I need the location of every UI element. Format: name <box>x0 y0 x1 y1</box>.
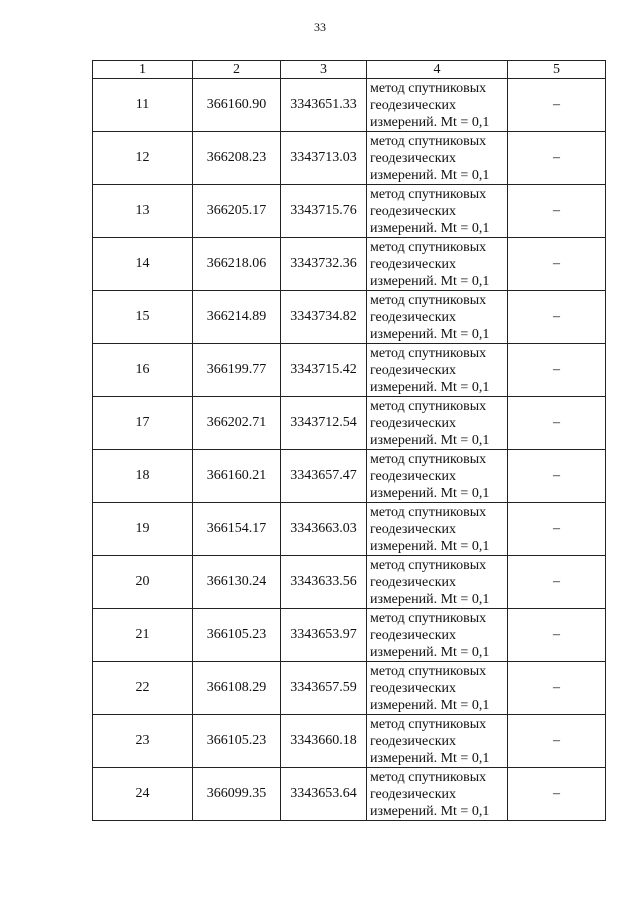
table-header-row <box>93 61 606 79</box>
header-col-1: 1 <box>93 61 193 79</box>
method-line: измерений. Mt = 0,1 <box>370 750 490 766</box>
x-coordinate-cell: 366208.23 <box>193 132 281 185</box>
x-coordinate-cell: 366199.77 <box>193 344 281 397</box>
y-coordinate-cell: 3343715.42 <box>281 344 367 397</box>
method-cell <box>367 556 508 609</box>
point-number-cell: 16 <box>93 344 193 397</box>
note-cell: – <box>508 662 606 715</box>
method-line: метод спутниковых <box>370 398 487 414</box>
method-cell <box>367 768 508 821</box>
method-line: геодезических <box>370 521 457 537</box>
method-line: измерений. Mt = 0,1 <box>370 538 490 554</box>
method-cell <box>367 291 508 344</box>
y-coordinate-cell: 3343663.03 <box>281 503 367 556</box>
table-row <box>93 397 606 450</box>
note-cell: – <box>508 450 606 503</box>
header-col-2: 2 <box>193 61 281 79</box>
header-col-3: 3 <box>281 61 367 79</box>
method-line: геодезических <box>370 468 457 484</box>
table-row <box>93 609 606 662</box>
method-cell <box>367 715 508 768</box>
method-line: метод спутниковых <box>370 133 487 149</box>
y-coordinate-cell: 3343653.97 <box>281 609 367 662</box>
note-cell: – <box>508 715 606 768</box>
method-line: метод спутниковых <box>370 292 487 308</box>
x-coordinate-cell: 366205.17 <box>193 185 281 238</box>
header-col-4: 4 <box>367 61 508 79</box>
method-line: измерений. Mt = 0,1 <box>370 697 490 713</box>
note-cell: – <box>508 79 606 132</box>
method-line: геодезических <box>370 627 457 643</box>
table-row <box>93 344 606 397</box>
method-line: метод спутниковых <box>370 239 487 255</box>
x-coordinate-cell: 366099.35 <box>193 768 281 821</box>
x-coordinate-cell: 366154.17 <box>193 503 281 556</box>
note-cell: – <box>508 344 606 397</box>
point-number-cell: 17 <box>93 397 193 450</box>
method-line: измерений. Mt = 0,1 <box>370 379 490 395</box>
method-line: метод спутниковых <box>370 716 487 732</box>
method-line: геодезических <box>370 362 457 378</box>
method-cell <box>367 185 508 238</box>
coordinates-table <box>92 60 606 821</box>
method-line: измерений. Mt = 0,1 <box>370 803 490 819</box>
note-cell: – <box>508 291 606 344</box>
point-number-cell: 21 <box>93 609 193 662</box>
method-line: метод спутниковых <box>370 769 487 785</box>
method-cell <box>367 344 508 397</box>
method-line: метод спутниковых <box>370 186 487 202</box>
note-cell: – <box>508 768 606 821</box>
method-line: геодезических <box>370 97 457 113</box>
table-row <box>93 291 606 344</box>
method-line: измерений. Mt = 0,1 <box>370 432 490 448</box>
method-line: измерений. Mt = 0,1 <box>370 220 490 236</box>
method-line: геодезических <box>370 574 457 590</box>
page-number: 33 <box>314 20 326 34</box>
x-coordinate-cell: 366130.24 <box>193 556 281 609</box>
method-line: геодезических <box>370 150 457 166</box>
y-coordinate-cell: 3343660.18 <box>281 715 367 768</box>
table-row <box>93 132 606 185</box>
header-col-5: 5 <box>508 61 606 79</box>
table-row <box>93 450 606 503</box>
note-cell: – <box>508 397 606 450</box>
note-cell: – <box>508 238 606 291</box>
method-line: геодезических <box>370 256 457 272</box>
method-cell <box>367 79 508 132</box>
method-cell <box>367 132 508 185</box>
y-coordinate-cell: 3343712.54 <box>281 397 367 450</box>
method-line: измерений. Mt = 0,1 <box>370 644 490 660</box>
method-line: измерений. Mt = 0,1 <box>370 485 490 501</box>
table-body <box>93 79 606 821</box>
method-line: метод спутниковых <box>370 80 487 96</box>
method-line: измерений. Mt = 0,1 <box>370 167 490 183</box>
method-line: метод спутниковых <box>370 610 487 626</box>
x-coordinate-cell: 366160.90 <box>193 79 281 132</box>
note-cell: – <box>508 609 606 662</box>
point-number-cell: 22 <box>93 662 193 715</box>
point-number-cell: 20 <box>93 556 193 609</box>
x-coordinate-cell: 366202.71 <box>193 397 281 450</box>
method-cell <box>367 397 508 450</box>
y-coordinate-cell: 3343657.59 <box>281 662 367 715</box>
method-line: метод спутниковых <box>370 345 487 361</box>
point-number-cell: 18 <box>93 450 193 503</box>
table-row <box>93 185 606 238</box>
x-coordinate-cell: 366218.06 <box>193 238 281 291</box>
method-cell <box>367 450 508 503</box>
method-line: измерений. Mt = 0,1 <box>370 326 490 342</box>
method-cell <box>367 503 508 556</box>
table-row <box>93 238 606 291</box>
x-coordinate-cell: 366105.23 <box>193 715 281 768</box>
method-cell <box>367 238 508 291</box>
table-row <box>93 662 606 715</box>
point-number-cell: 14 <box>93 238 193 291</box>
table-row <box>93 556 606 609</box>
note-cell: – <box>508 556 606 609</box>
method-cell <box>367 662 508 715</box>
note-cell: – <box>508 503 606 556</box>
method-line: геодезических <box>370 309 457 325</box>
method-line: геодезических <box>370 733 457 749</box>
y-coordinate-cell: 3343657.47 <box>281 450 367 503</box>
method-line: измерений. Mt = 0,1 <box>370 591 490 607</box>
table-row <box>93 715 606 768</box>
method-line: метод спутниковых <box>370 663 487 679</box>
method-line: метод спутниковых <box>370 504 487 520</box>
method-line: геодезических <box>370 415 457 431</box>
method-line: геодезических <box>370 680 457 696</box>
table-row <box>93 503 606 556</box>
x-coordinate-cell: 366160.21 <box>193 450 281 503</box>
method-line: метод спутниковых <box>370 451 487 467</box>
method-line: измерений. Mt = 0,1 <box>370 114 490 130</box>
y-coordinate-cell: 3343732.36 <box>281 238 367 291</box>
x-coordinate-cell: 366105.23 <box>193 609 281 662</box>
note-cell: – <box>508 132 606 185</box>
point-number-cell: 11 <box>93 79 193 132</box>
point-number-cell: 12 <box>93 132 193 185</box>
y-coordinate-cell: 3343715.76 <box>281 185 367 238</box>
y-coordinate-cell: 3343734.82 <box>281 291 367 344</box>
point-number-cell: 15 <box>93 291 193 344</box>
note-cell: – <box>508 185 606 238</box>
point-number-cell: 24 <box>93 768 193 821</box>
method-line: измерений. Mt = 0,1 <box>370 273 490 289</box>
table-row <box>93 768 606 821</box>
method-line: геодезических <box>370 786 457 802</box>
y-coordinate-cell: 3343713.03 <box>281 132 367 185</box>
point-number-cell: 19 <box>93 503 193 556</box>
method-line: метод спутниковых <box>370 557 487 573</box>
method-line: геодезических <box>370 203 457 219</box>
y-coordinate-cell: 3343653.64 <box>281 768 367 821</box>
point-number-cell: 23 <box>93 715 193 768</box>
y-coordinate-cell: 3343633.56 <box>281 556 367 609</box>
method-cell <box>367 609 508 662</box>
x-coordinate-cell: 366108.29 <box>193 662 281 715</box>
y-coordinate-cell: 3343651.33 <box>281 79 367 132</box>
table-row <box>93 79 606 132</box>
x-coordinate-cell: 366214.89 <box>193 291 281 344</box>
point-number-cell: 13 <box>93 185 193 238</box>
